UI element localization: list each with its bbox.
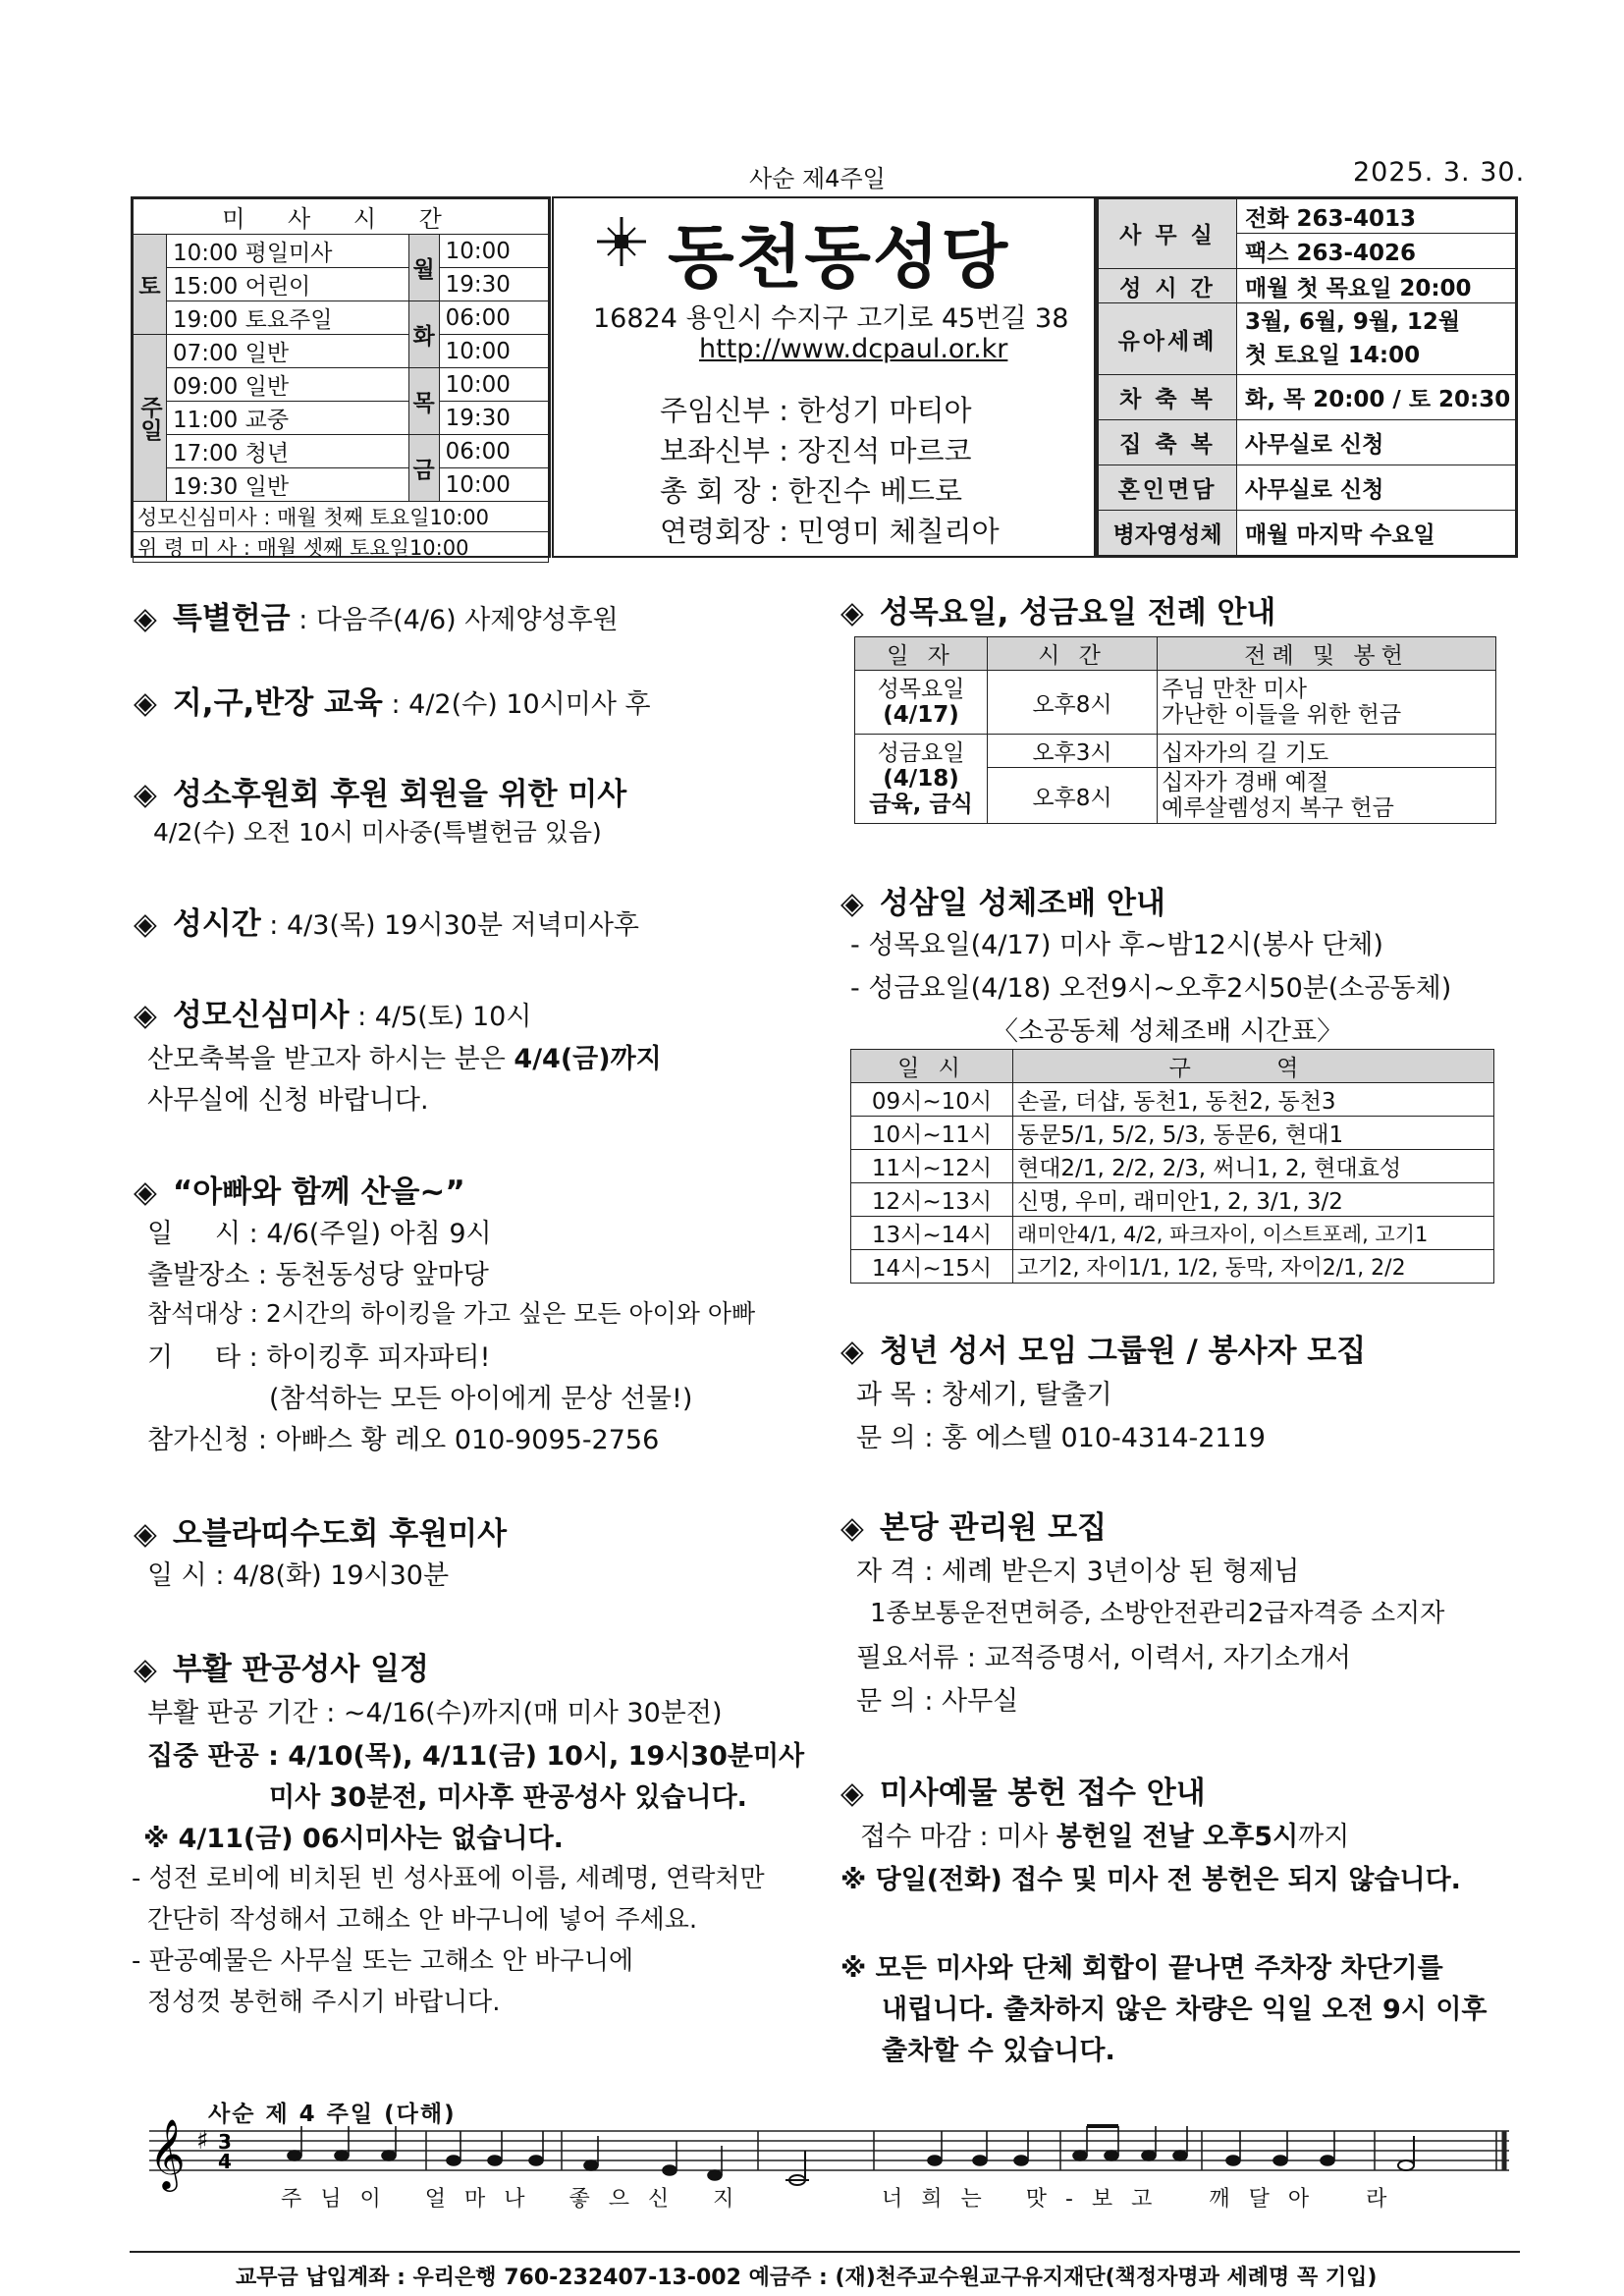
- bible-group-contact: 문 의 : 홍 에스텔 010-4314-2119: [856, 1423, 1266, 1453]
- office-value: 3월, 6월, 9월, 12월 첫 토요일 14:00: [1237, 303, 1516, 375]
- mass-row: 10:00 평일미사: [167, 235, 409, 268]
- diamond-bullet-icon: ◈: [134, 685, 157, 721]
- diamond-bullet-icon: ◈: [134, 998, 157, 1033]
- staff-pastor: 주임신부 : 한성기 마티아: [660, 394, 972, 427]
- day-sunday: 주일: [134, 335, 167, 502]
- music-title: 사순 제 4 주일 (다해): [208, 2102, 457, 2127]
- cross-icon: [593, 213, 650, 270]
- confession-cancel-note: ※ 4/11(금) 06시미사는 없습니다.: [143, 1824, 564, 1854]
- marian-mass-detail: 사무실에 신청 바랍니다.: [147, 1085, 429, 1116]
- table-row: 12시~13시 신명, 우미, 래미안1, 2, 3/1, 3/2: [851, 1183, 1494, 1217]
- diamond-bullet-icon: ◈: [840, 886, 864, 921]
- office-label: 사 무 실: [1099, 199, 1237, 269]
- liturgy-day: 성금요일 (4/18) 금육, 금식: [855, 735, 988, 824]
- office-label: 성 시 간: [1099, 268, 1237, 302]
- diamond-bullet-icon: ◈: [840, 1776, 864, 1811]
- confession-note: - 판공예물은 사무실 또는 고해소 안 바구니에: [132, 1946, 634, 1976]
- oblate-mass-date: 일 시 : 4/8(화) 19시30분: [147, 1560, 450, 1591]
- svg-text:4: 4: [218, 2150, 232, 2173]
- church-address: 16824 용인시 수지구 고기로 45번길 38: [593, 303, 1069, 334]
- hike-date: 일 시 : 4/6(주일) 아침 9시: [147, 1219, 492, 1249]
- footer-divider: [130, 2251, 1520, 2253]
- special-offering-heading: ◈ 특별헌금 : 다음주(4/6) 사제양성후원: [134, 601, 619, 636]
- confession-focus: 집중 판공 : 4/10(목), 4/11(금) 10시, 19시30분미사: [147, 1741, 805, 1772]
- mass-schedule-box: [131, 196, 551, 558]
- adoration-friday: - 성금요일(4/18) 오전9시~오후2시50분(소공동체): [850, 973, 1452, 1004]
- day-friday: 금: [408, 435, 439, 502]
- mass-schedule-title: 미 사 시 간: [134, 199, 549, 235]
- diamond-bullet-icon: ◈: [134, 777, 157, 812]
- office-label: 혼인면담: [1099, 465, 1237, 511]
- oblate-mass-heading: ◈ 오블라띠수도회 후원미사: [134, 1516, 508, 1552]
- mass-row: 19:30 일반: [167, 468, 409, 502]
- parking-notice: ※ 모든 미사와 단체 회합이 끝나면 주차장 차단기를: [840, 1953, 1443, 1984]
- liturgy-time: 오후8시: [988, 768, 1158, 824]
- day-tuesday: 화: [408, 301, 439, 368]
- office-label: 집 축 복: [1099, 420, 1237, 465]
- church-website-link[interactable]: http://www.dcpaul.or.kr: [699, 334, 1008, 364]
- hike-gift: (참석하는 모든 아이에게 문상 선물!): [269, 1384, 693, 1414]
- col-header: 전례 및 봉헌: [1158, 637, 1496, 671]
- mass-row: 07:00 일반: [167, 335, 409, 368]
- weekday-time: 06:00: [439, 435, 548, 468]
- vocation-mass-heading: ◈ 성소후원회 후원 회원을 위한 미사: [134, 777, 627, 812]
- manager-contact: 문 의 : 사무실: [856, 1686, 1019, 1717]
- diamond-bullet-icon: ◈: [840, 595, 864, 630]
- mass-schedule-table: [133, 198, 549, 563]
- mass-row: 19:00 토요주일: [167, 301, 409, 335]
- office-table: [1098, 198, 1516, 556]
- liturgy-heading: ◈ 성목요일, 성금요일 전례 안내: [840, 595, 1276, 630]
- weekday-time: 10:00: [439, 335, 548, 368]
- office-value: 매월 마지막 수요일: [1237, 511, 1516, 556]
- manager-license: 1종보통운전면허증, 소방안전관리2급자격증 소지자: [870, 1599, 1445, 1628]
- confession-focus-detail: 미사 30분전, 미사후 판공성사 있습니다.: [269, 1782, 747, 1813]
- diamond-bullet-icon: ◈: [134, 1652, 157, 1687]
- liturgy-desc: 주님 만찬 미사 가난한 이들을 위한 헌금: [1158, 671, 1496, 735]
- svg-text:♯: ♯: [196, 2126, 209, 2156]
- adoration-thursday: - 성목요일(4/17) 미사 후~밤12시(봉사 단체): [850, 930, 1383, 960]
- mass-row: 09:00 일반: [167, 368, 409, 402]
- mass-offering-heading: ◈ 미사예물 봉헌 접수 안내: [840, 1776, 1206, 1811]
- diamond-bullet-icon: ◈: [134, 1175, 157, 1210]
- office-value: 매월 첫 목요일 20:00: [1237, 268, 1516, 302]
- weekday-time: 19:30: [439, 402, 548, 435]
- lyrics-line-2: 너 희 는 맛 - 보 고 깨 달 아 라: [882, 2187, 1393, 2212]
- manager-qualification: 자 격 : 세례 받은지 3년이상 된 형제님: [856, 1557, 1300, 1587]
- bible-group-subject: 과 목 : 창세기, 탈출기: [856, 1380, 1112, 1410]
- diamond-bullet-icon: ◈: [840, 1510, 864, 1546]
- manager-documents: 필요서류 : 교적증명서, 이력서, 자기소개서: [856, 1643, 1351, 1673]
- day-saturday: 토: [134, 235, 167, 335]
- hike-heading: ◈ “아빠와 함께 산을~”: [134, 1175, 465, 1210]
- weekday-time: 10:00: [439, 235, 548, 268]
- marian-mass-note: 성모신심미사 : 매월 첫째 토요일10:00: [134, 502, 549, 532]
- adoration-table: [850, 1049, 1494, 1284]
- liturgy-desc: 십자가 경배 예절 예루살렘성지 복구 헌금: [1158, 768, 1496, 824]
- mass-row: 11:00 교중: [167, 402, 409, 435]
- holy-hour-heading: ◈ 성시간 : 4/3(목) 19시30분 저녁미사후: [134, 906, 640, 942]
- lyrics-line-1: 주 님 이 얼 마 나 좋 으 신 지: [281, 2187, 740, 2212]
- col-header: 시 간: [988, 637, 1158, 671]
- table-row: 09시~10시 손골, 더샵, 동천1, 동천2, 동천3: [851, 1083, 1494, 1117]
- liturgy-time: 오후8시: [988, 671, 1158, 735]
- vocation-mass-detail: 4/2(수) 오전 10시 미사중(특별헌금 있음): [153, 818, 602, 847]
- leaders-edu-heading: ◈ 지,구,반장 교육 : 4/2(수) 10시미사 후: [134, 685, 651, 721]
- table-row: 11시~12시 현대2/1, 2/2, 2/3, 써니1, 2, 현대효성: [851, 1150, 1494, 1183]
- col-header: 일 자: [855, 637, 988, 671]
- church-name: 동천동성당: [668, 217, 1010, 298]
- liturgical-season: 사순 제4주일: [749, 165, 886, 192]
- hike-start: 출발장소 : 동천동성당 앞마당: [147, 1260, 489, 1290]
- table-row: 14시~15시 고기2, 자이1/1, 1/2, 동막, 자이2/1, 2/2: [851, 1250, 1494, 1284]
- hike-signup: 참가신청 : 아빠스 황 레오 010-9095-2756: [147, 1425, 660, 1455]
- office-label: 차 축 복: [1099, 375, 1237, 420]
- weekday-time: 10:00: [439, 368, 548, 402]
- marian-mass-detail: 산모축복을 받고자 하시는 분은 4/4(금)까지: [147, 1044, 662, 1074]
- adoration-heading: ◈ 성삼일 성체조배 안내: [840, 886, 1165, 921]
- diamond-bullet-icon: ◈: [134, 601, 157, 636]
- liturgy-time: 오후3시: [988, 735, 1158, 768]
- confession-note: - 성전 로비에 비치된 빈 성사표에 이름, 세례명, 연락처만: [132, 1864, 765, 1893]
- mass-offering-note: ※ 당일(전화) 접수 및 미사 전 봉헌은 되지 않습니다.: [840, 1865, 1461, 1895]
- bulletin-date: 2025. 3. 30.: [1353, 157, 1526, 188]
- diamond-bullet-icon: ◈: [840, 1334, 864, 1369]
- requiem-mass-note: 위 령 미 사 : 매월 셋째 토요일10:00: [134, 532, 549, 563]
- staff-president: 총 회 장 : 한진수 베드로: [660, 474, 962, 508]
- office-info-box: [1096, 196, 1518, 558]
- adoration-subtitle: 〈소공동체 성체조배 시간표〉: [992, 1016, 1344, 1047]
- marian-mass-heading: ◈ 성모신심미사 : 4/5(토) 10시: [134, 998, 532, 1033]
- office-value: 화, 목 20:00 / 토 20:30: [1237, 375, 1516, 420]
- staff-funeral-head: 연령회장 : 민영미 체칠리아: [660, 515, 1000, 548]
- mass-offering-deadline: 접수 마감 : 미사 봉헌일 전날 오후5시까지: [860, 1822, 1350, 1852]
- office-phone: 전화 263-4013: [1237, 199, 1516, 234]
- parking-notice: 내립니다. 출차하지 않은 차량은 익일 오전 9시 이후: [882, 1995, 1488, 2025]
- mass-row: 15:00 어린이: [167, 268, 409, 301]
- liturgy-day: 성목요일 (4/17): [855, 671, 988, 735]
- liturgy-desc: 십자가의 길 기도: [1158, 735, 1496, 768]
- diamond-bullet-icon: ◈: [134, 906, 157, 942]
- weekday-time: 10:00: [439, 468, 548, 502]
- office-label: 유아세례: [1099, 303, 1237, 375]
- table-row: 13시~14시 래미안4/1, 4/2, 파크자이, 이스트포레, 고기1: [851, 1217, 1494, 1250]
- confession-heading: ◈ 부활 판공성사 일정: [134, 1652, 429, 1687]
- svg-text:𝄞: 𝄞: [149, 2117, 186, 2189]
- office-value: 사무실로 신청: [1237, 420, 1516, 465]
- manager-recruit-heading: ◈ 본당 관리원 모집: [840, 1510, 1108, 1546]
- col-header: 일 시: [851, 1050, 1013, 1083]
- weekday-time: 19:30: [439, 268, 548, 301]
- hike-target: 참석대상 : 2시간의 하이킹을 가고 싶은 모든 아이와 아빠: [147, 1299, 756, 1328]
- table-row: 10시~11시 동문5/1, 5/2, 5/3, 동문6, 현대1: [851, 1117, 1494, 1150]
- mass-row: 17:00 청년: [167, 435, 409, 468]
- hike-etc: 기 타 : 하이킹후 피자파티!: [147, 1342, 491, 1373]
- col-header: 구 역: [1013, 1050, 1494, 1083]
- office-fax: 팩스 263-4026: [1237, 234, 1516, 268]
- donation-account-footer: 교무금 납입계좌 : 우리은행 760-232407-13-002 예금주 : (재)천주교수원교구유지재단(책정자명과 세례명 꼭 기입): [236, 2266, 1378, 2290]
- bible-group-heading: ◈ 청년 성서 모임 그룹원 / 봉사자 모집: [840, 1334, 1367, 1369]
- parking-notice: 출차할 수 있습니다.: [882, 2036, 1115, 2066]
- confession-note: 정성껏 봉헌해 주시기 바랍니다.: [147, 1988, 501, 2017]
- day-monday: 월: [408, 235, 439, 301]
- staff-assistant: 보좌신부 : 장진석 마르코: [660, 434, 972, 467]
- confession-period: 부활 판공 기간 : ~4/16(수)까지(매 미사 30분전): [147, 1698, 723, 1728]
- office-value: 사무실로 신청: [1237, 465, 1516, 511]
- svg-text:3: 3: [218, 2130, 232, 2154]
- confession-note: 간단히 작성해서 고해소 안 바구니에 넣어 주세요.: [147, 1905, 698, 1935]
- office-label: 병자영성체: [1099, 511, 1237, 556]
- diamond-bullet-icon: ◈: [134, 1516, 157, 1552]
- liturgy-table: [854, 636, 1496, 824]
- day-thursday: 목: [408, 368, 439, 435]
- weekday-time: 06:00: [439, 301, 548, 335]
